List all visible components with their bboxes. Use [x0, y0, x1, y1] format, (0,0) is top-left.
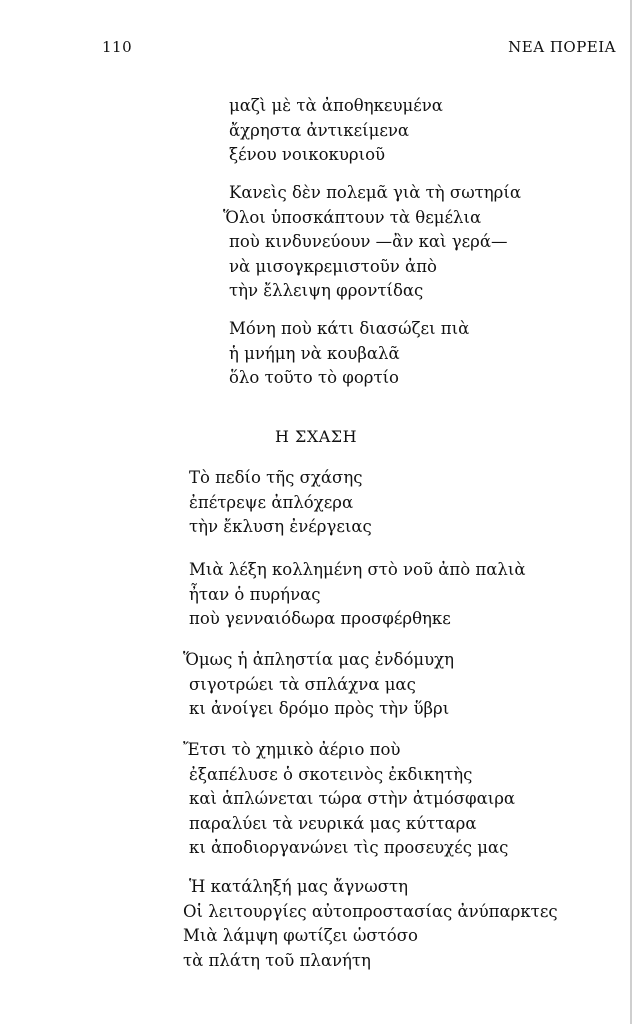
stanza-3	[183, 648, 454, 722]
poem-line: τὰ πλάτη τοῦ πλανήτη	[183, 950, 371, 970]
poem-line: Κανεὶς δὲν πολεμᾶ γιὰ τὴ σωτηρία	[229, 183, 521, 202]
poem-line: κι ἀνοίγει δρόμο πρὸς τὴν ὕβρι	[189, 699, 450, 719]
poem-line: Τὸ πεδίο τῆς σχάσης	[189, 468, 363, 487]
poem-line: Οἱ λειτουργίες αὐτοπροστασίας ἀνύπαρκτες	[183, 901, 558, 921]
poem-line: ἦταν ὁ πυρήνας	[189, 584, 321, 604]
poem-line: τὴν ἔλλειψη φροντίδας	[229, 281, 424, 301]
poem-line: ὅλο τοῦτο τὸ φορτίο	[229, 368, 399, 388]
stanza-continued-1	[229, 94, 443, 168]
stanza-4	[183, 738, 515, 861]
poem-line: παραλύει τὰ νευρικά μας κύτταρα	[189, 813, 477, 833]
stanza-continued-2	[223, 181, 521, 304]
poem-line: Μιὰ λάμψη φωτίζει ὡστόσο	[183, 926, 418, 946]
poem-line: Ὅμως ἡ ἀπληστία μας ἐνδόμυχη	[183, 650, 455, 669]
poem-line: σιγοτρώει τὰ σπλάχνα μας	[189, 674, 416, 694]
stanza-5	[183, 875, 558, 973]
poem-line: Ἔτσι τὸ χημικὸ ἀέριο ποὺ	[183, 740, 401, 759]
poem-line: Μιὰ λέξη κολλημένη στὸ νοῦ ἀπὸ παλιὰ	[189, 560, 526, 579]
poem-line: τὴν ἔκλυση ἐνέργειας	[189, 517, 372, 537]
poem-line: Μόνη ποὺ κάτι διασώζει πιὰ	[229, 319, 470, 338]
stanza-continued-3	[229, 317, 469, 391]
poem-line: Ἡ κατάληξή μας ἄγνωστη	[189, 877, 409, 896]
poem-line: Ὅλοι ὑποσκάπτουν τὰ θεμέλια	[223, 207, 482, 227]
poem-line: ἐξαπέλυσε ὁ σκοτεινὸς ἐκδικητὴς	[189, 764, 473, 784]
poem-line: ποὺ γενναιόδωρα προσφέρθηκε	[189, 609, 451, 629]
stanza-2	[189, 558, 526, 632]
poem-line: ξένου νοικοκυριοῦ	[229, 145, 386, 165]
poem-line: μαζὶ μὲ τὰ ἀποθηκευμένα	[229, 96, 443, 115]
poem-line: ἄχρηστα ἀντικείμενα	[229, 120, 410, 140]
poem-line: κι ἀποδιοργανώνει τὶς προσευχές μας	[189, 838, 509, 858]
poem-line: ἡ μνήμη νὰ κουβαλᾶ	[229, 343, 400, 363]
poem-title: Η ΣΧΑΣΗ	[274, 427, 358, 446]
poem-line: ποὺ κινδυνεύουν —ἂν καὶ γερά—	[229, 232, 508, 252]
poem-line: καὶ ἁπλώνεται τώρα στὴν ἀτμόσφαιρα	[189, 789, 516, 809]
poem-line: ἐπέτρεψε ἀπλόχερα	[189, 492, 354, 512]
page-number: 110	[102, 38, 133, 56]
stanza-1	[189, 466, 372, 540]
running-head: ΝΕΑ ΠΟΡΕΙΑ	[508, 38, 616, 56]
poem-line: νὰ μισογκρεμιστοῦν ἀπὸ	[229, 256, 437, 276]
